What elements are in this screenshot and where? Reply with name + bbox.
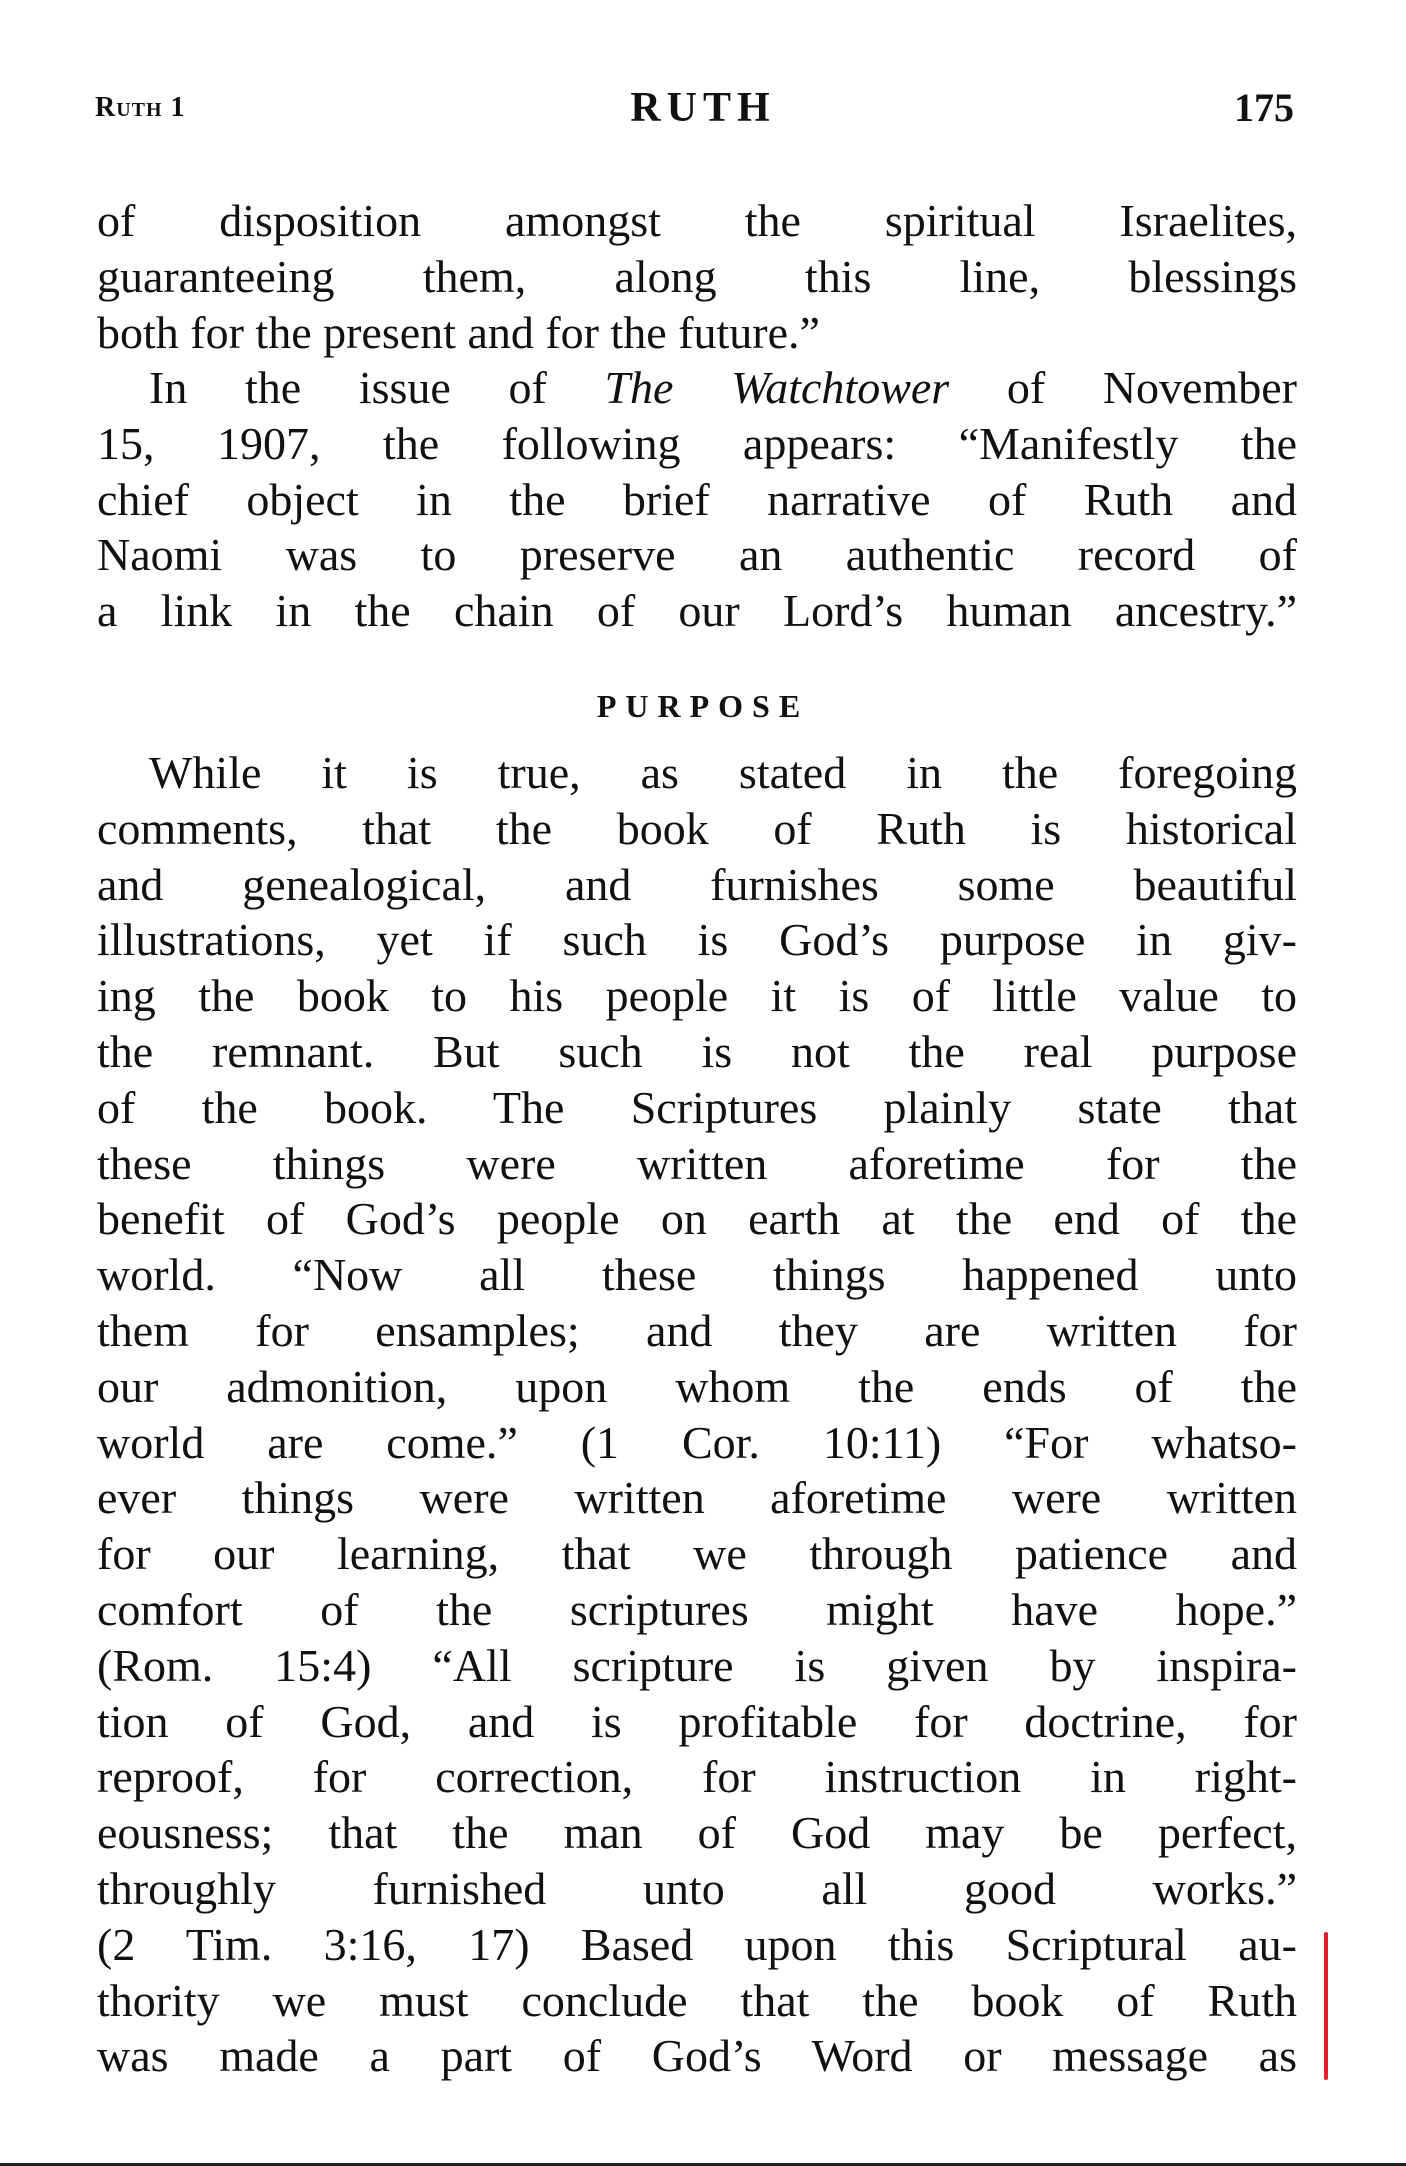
- text-line: guaranteeing them, along this line, blessings: [97, 250, 1297, 302]
- page-number: 175: [1234, 85, 1294, 130]
- text-segment: of November: [949, 362, 1297, 413]
- text-line: the remnant. But such is not the real purpose: [97, 1025, 1297, 1077]
- text-line: (2 Tim. 3:16, 17) Based upon this Scriptural au-: [97, 1918, 1297, 1970]
- text-line: reproof, for correction, for instruction in right-: [97, 1751, 1297, 1803]
- text-line: and genealogical, and furnishes some beautiful: [97, 858, 1297, 910]
- text-line: ing the book to his people it is of little value to: [97, 970, 1297, 1022]
- text-line: Naomi was to preserve an authentic record of: [97, 529, 1297, 581]
- text-line: throughly furnished unto all good works.”: [97, 1862, 1297, 1914]
- paragraph-watchtower-quote: [97, 360, 1297, 639]
- paragraph-continuation: [97, 193, 1297, 360]
- text-line: was made a part of God’s Word or message as: [97, 2030, 1297, 2082]
- text-line: ever things were written aforetime were written: [97, 1472, 1297, 1524]
- text-line: eousness; that the man of God may be perfect,: [97, 1807, 1297, 1859]
- text-line: both for the present and for the future.”: [97, 306, 820, 358]
- text-line: a link in the chain of our Lord’s human ancestry.”: [97, 585, 1297, 637]
- text-line: these things were written aforetime for the: [97, 1137, 1297, 1189]
- text-line: of the book. The Scriptures plainly state that: [97, 1081, 1297, 1133]
- text-line: world. “Now all these things happened unto: [97, 1249, 1297, 1301]
- text-line: thority we must conclude that the book of Ruth: [97, 1974, 1297, 2026]
- text-line: of disposition amongst the spiritual Israelites,: [97, 195, 1297, 246]
- text-line: illustrations, yet if such is God’s purpose in giv-: [97, 914, 1297, 966]
- text-line: our admonition, upon whom the ends of the: [97, 1360, 1297, 1412]
- text-segment: In the issue of: [149, 362, 605, 413]
- text-line: While it is true, as stated in the foregoing: [149, 747, 1297, 798]
- text-line: world are come.” (1 Cor. 10:11) “For whatso-: [97, 1416, 1297, 1468]
- text-line: chief object in the brief narrative of Ruth and: [97, 473, 1297, 525]
- text-line: them for ensamples; and they are written for: [97, 1304, 1297, 1356]
- running-head-chapter: Ruth 1: [95, 92, 186, 123]
- paragraph-purpose: [97, 745, 1297, 2084]
- text-line: for our learning, that we through patience and: [97, 1528, 1297, 1580]
- text-line: 15, 1907, the following appears: “Manifestly the: [97, 417, 1297, 469]
- text-line: [97, 360, 1297, 416]
- section-heading-purpose: PURPOSE: [596, 688, 810, 724]
- text-line: benefit of God’s people on earth at the end of the: [97, 1193, 1297, 1245]
- text-line: tion of God, and is profitable for doctrine, for: [97, 1695, 1297, 1747]
- text-line: (Rom. 15:4) “All scripture is given by inspira-: [97, 1639, 1297, 1691]
- text-line: comments, that the book of Ruth is historical: [97, 802, 1297, 854]
- publication-title: The Watchtower: [604, 362, 950, 413]
- text-line: comfort of the scriptures might have hope.”: [97, 1583, 1297, 1635]
- running-head-title: RUTH: [630, 85, 776, 131]
- margin-marker: [1324, 1932, 1328, 2080]
